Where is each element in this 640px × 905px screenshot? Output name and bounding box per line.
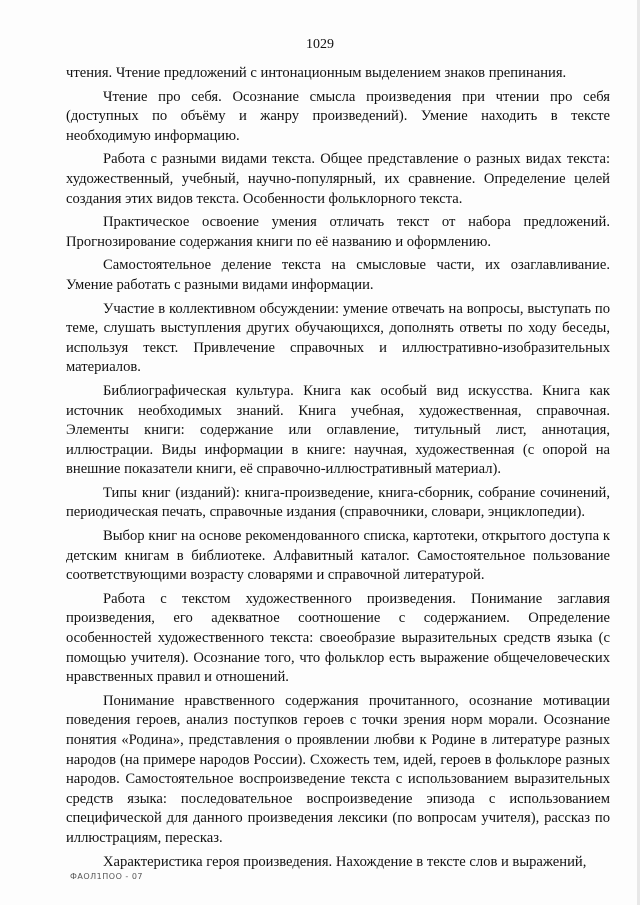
paragraph-group-discussion: Участие в коллективном обсуждении: умение отвечать на вопросы, выступать по теме, слушать выступления других обучающихся, дополнять ответы по ходу беседы, используя текст. Привлечение справочных и иллюстративно-изобразительных материалов.	[66, 300, 610, 376]
paragraph-text-vs-sentences: Практическое освоение умения отличать текст от набора предложений. Прогнозирование содержания книги по её названию и оформлению.	[66, 214, 610, 250]
paragraph-continuation: чтения. Чтение предложений с интонационным выделением знаков препинания.	[66, 65, 567, 81]
paragraph-silent-reading: Чтение про себя. Осознание смысла произведения при чтении про себя (доступных по объёму и жанру произведений). Умение находить в тексте необходимую информацию.	[66, 88, 610, 144]
paragraph-bibliographic-culture: Библиографическая культура. Книга как особый вид искусства. Книга как источник необходимых знаний. Книга учебная, художественная, справочная. Элементы книги: содержание или оглавление, титульный лист, аннотация, иллюстрации. Виды информации в книге: научная, художественная (с опорой на внешние показатели книги, её справочно-иллюстративный материал).	[66, 382, 610, 478]
body-text	[66, 64, 610, 876]
page-number: 1029	[306, 37, 334, 52]
paragraph-book-selection: Выбор книг на основе рекомендованного списка, картотеки, открытого доступа к детским книгам в библиотеке. Алфавитный каталог. Самостоятельное пользование соответствующими возрасту словарями и справочной литературой.	[66, 528, 610, 584]
footer-code: ФАОЛ1ПОО - 07	[70, 872, 144, 881]
paragraph-hero-characteristic: Характеристика героя произведения. Нахождение в тексте слов и выражений,	[103, 853, 587, 870]
paragraph-book-types: Типы книг (изданий): книга-произведение, книга-сборник, собрание сочинений, периодическая печать, справочные издания (справочники, словари, энциклопедии).	[66, 484, 610, 521]
paragraph-moral-content: Понимание нравственного содержания прочитанного, осознание мотивации поведения героев, анализ поступков героев с точки зрения норм морали. Осознание понятия «Родина», представления о проявлении любви к Родине в литературе разных народов (на примере народов России). Схожесть тем, идей, героев в фольклоре разных народов. Самостоятельное воспроизведение текста с использованием выразительных средств языка: последовательное воспроизведение эпизода с использованием специфической для данного произведения лексики (по вопросам учителя), рассказ по иллюстрациям, пересказ.	[66, 692, 610, 846]
paragraph-text-types: Работа с разными видами текста. Общее представление о разных видах текста: художественный, учебный, научно-популярный, их сравнение. Определение целей создания этих видов текста. Особенности фольклорного текста.	[66, 151, 610, 207]
paragraph-text-division: Самостоятельное деление текста на смысловые части, их озаглавливание. Умение работать с разными видами информации.	[66, 257, 610, 293]
paragraph-literary-text: Работа с текстом художественного произведения. Понимание заглавия произведения, его адекватное соотношение с содержанием. Определение особенностей художественного текста: своеобразие выразительных средств языка (с помощью учителя). Осознание того, что фольклор есть выражение общечеловеческих нравственных правил и отношений.	[66, 590, 610, 686]
